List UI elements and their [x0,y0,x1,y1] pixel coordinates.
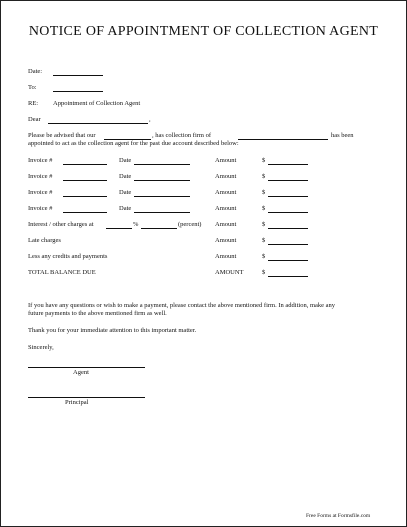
invoice-number-line[interactable] [63,164,107,165]
to-line[interactable] [53,91,103,92]
principal-signature-line[interactable] [28,397,145,398]
invoice-amount-line[interactable] [268,180,308,181]
invoice-date-line[interactable] [134,196,190,197]
interest-period-line[interactable] [141,228,177,229]
re-label: RE: [28,100,39,107]
invoice-date-label: Date [119,205,132,212]
paragraph-line2: appointed to act as the collection agent for the past due account described below: [28,140,239,147]
invoice-date-label: Date [119,157,132,164]
footer-credit: Free Forms at Formsfile.com [306,513,371,519]
invoice-date-line[interactable] [134,180,190,181]
firm-line[interactable] [238,139,328,140]
agent-label: Agent [73,369,89,376]
interest-label: Interest / other charges at [28,221,94,228]
invoice-number-line[interactable] [63,212,107,213]
invoice-label: Invoice # [28,189,53,196]
invoice-currency: $ [262,157,266,164]
sincerely: Sincerely, [28,344,54,351]
invoice-date-label: Date [119,173,132,180]
agent-signature-line[interactable] [28,367,145,368]
closing-line1: If you have any questions or wish to make a payment, please contact the above mentioned firm. In addition, make any [28,302,336,309]
re-value: Appointment of Collection Agent [53,100,141,107]
invoice-amount-line[interactable] [268,164,308,165]
invoice-date-line[interactable] [134,212,190,213]
closing-line2: future payments to the above mentioned firm as well. [28,310,167,317]
interest-rate-line[interactable] [106,228,132,229]
dear-line[interactable] [48,123,148,124]
total-label: TOTAL BALANCE DUE [28,269,96,276]
invoice-amount-label: Amount [215,173,237,180]
principal-label: Principal [65,399,89,406]
date-line[interactable] [53,75,103,76]
credits-amount-label: Amount [215,253,237,260]
paragraph-part1: Please be advised that our [28,132,96,139]
to-label: To: [28,84,37,91]
interest-paren: (percent) [178,221,202,228]
invoice-currency: $ [262,205,266,212]
invoice-number-line[interactable] [63,180,107,181]
invoice-label: Invoice # [28,205,53,212]
invoice-label: Invoice # [28,173,53,180]
paragraph-part2: , has collection firm of [152,132,212,139]
invoice-number-line[interactable] [63,196,107,197]
late-currency: $ [262,237,266,244]
late-charges-label: Late charges [28,237,61,244]
interest-currency: $ [262,221,266,228]
late-amount-label: Amount [215,237,237,244]
date-label: Date: [28,68,43,75]
credits-label: Less any credits and payments [28,253,108,260]
invoice-date-line[interactable] [134,164,190,165]
invoice-amount-line[interactable] [268,196,308,197]
invoice-currency: $ [262,189,266,196]
total-amount-label: AMOUNT [215,269,244,276]
credits-amount-line[interactable] [268,260,308,261]
paragraph-part3: has been [331,132,354,139]
dear-comma: , [149,116,151,123]
interest-amount-label: Amount [215,221,237,228]
dear-label: Dear [28,116,41,123]
credits-currency: $ [262,253,266,260]
page-title: NOTICE OF APPOINTMENT OF COLLECTION AGENT [28,24,379,39]
late-amount-line[interactable] [268,244,308,245]
total-amount-line[interactable] [268,276,308,277]
invoice-currency: $ [262,173,266,180]
invoice-amount-line[interactable] [268,212,308,213]
closing-line3: Thank you for your immediate attention to this important matter. [28,327,197,334]
invoice-amount-label: Amount [215,189,237,196]
invoice-date-label: Date [119,189,132,196]
percent-sign: % [133,221,139,228]
invoice-amount-label: Amount [215,157,237,164]
invoice-label: Invoice # [28,157,53,164]
total-currency: $ [262,269,266,276]
interest-amount-line[interactable] [268,228,308,229]
invoice-amount-label: Amount [215,205,237,212]
